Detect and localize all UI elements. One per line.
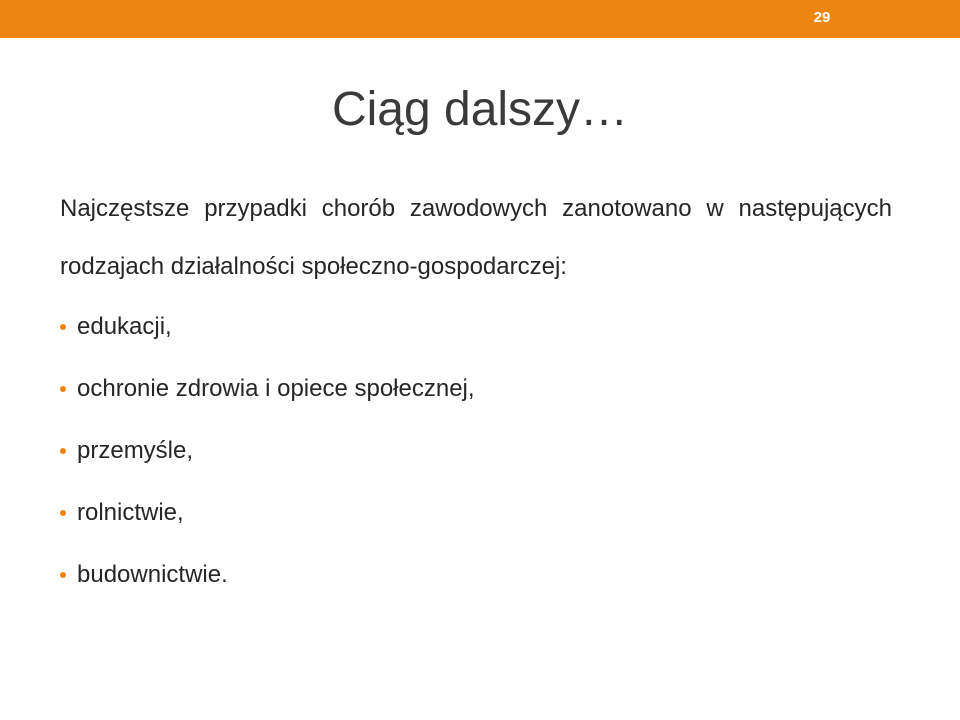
intro-paragraph: Najczęstsze przypadki chorób zawodowych zanotowano w następujących rodzajach działalności społeczno-gospodarczej: [60, 195, 892, 280]
list-item [60, 296, 892, 358]
bullet-dot-icon [60, 386, 66, 392]
list-item-text: budownictwie. [77, 561, 228, 588]
bullet-dot-icon [60, 572, 66, 578]
top-accent-bar [0, 0, 960, 38]
bullet-dot-icon [60, 324, 66, 330]
slide-number: 29 [813, 9, 831, 26]
list-item-text: przemyśle, [77, 437, 194, 464]
slide-content [60, 180, 892, 606]
list-item-text: edukacji, [77, 313, 172, 340]
bullet-dot-icon [60, 448, 66, 454]
slide-title: Ciąg dalszy… [331, 83, 629, 136]
list-item [60, 482, 892, 544]
list-item [60, 544, 892, 606]
list-item [60, 420, 892, 482]
bullet-list [60, 296, 892, 606]
list-item [60, 358, 892, 420]
list-item-text: rolnictwie, [77, 499, 184, 526]
list-item-text: ochronie zdrowia i opiece społecznej, [77, 375, 475, 402]
bullet-dot-icon [60, 510, 66, 516]
